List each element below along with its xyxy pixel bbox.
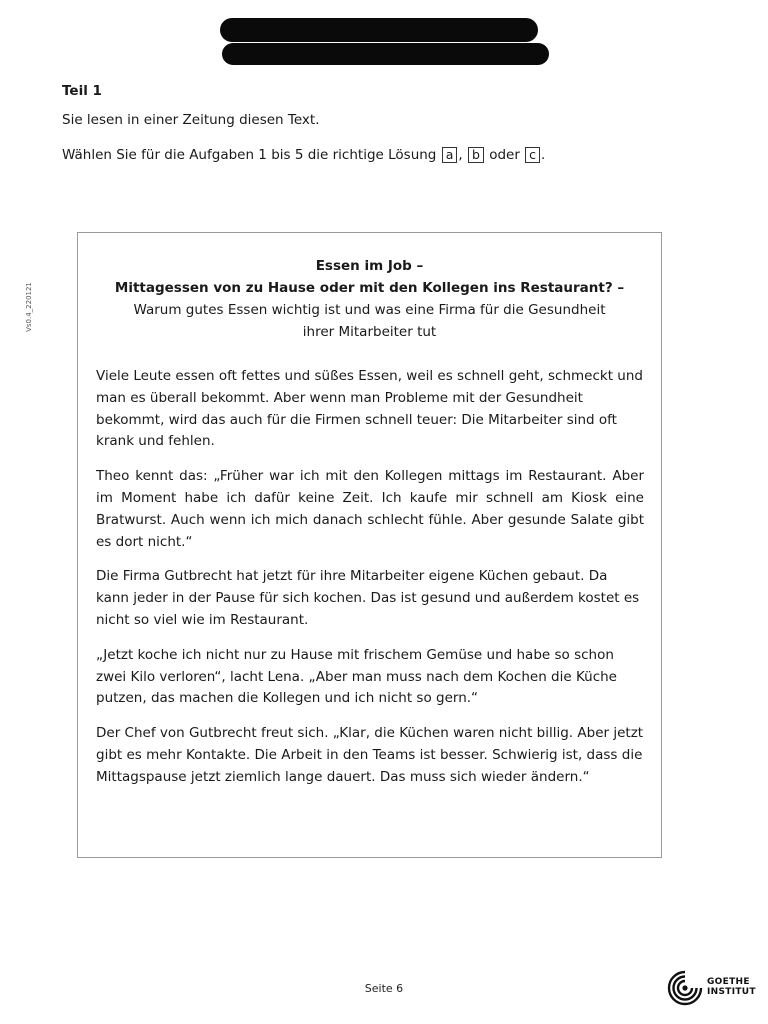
separator-or: oder bbox=[489, 147, 520, 163]
article-paragraph-2: Theo kennt das: „Früher war ich mit den Kollegen mittags im Restaurant. Aber im Moment habe ich dafür keine Zeit. Ich kaufe mir schnell am Kiosk eine Bratwurst. Auch wenn ich mich danach schlecht fühle. Aber gesunde Salate gibt es dort nicht.“ bbox=[96, 468, 644, 550]
instruction-read: Sie lesen in einer Zeitung diesen Text. bbox=[62, 112, 320, 128]
logo-word-goethe: GOETHE bbox=[707, 977, 750, 987]
page-number: Seite 6 bbox=[364, 982, 404, 995]
article-title-line-1: Essen im Job – bbox=[315, 258, 424, 274]
option-a-box: a bbox=[442, 147, 458, 163]
article-body bbox=[96, 366, 644, 802]
option-b-box: b bbox=[468, 147, 484, 163]
instruction-choose-text: Wählen Sie für die Aufgaben 1 bis 5 die richtige Lösung bbox=[62, 147, 437, 163]
separator-comma: , bbox=[458, 147, 463, 163]
goethe-institut-logo bbox=[665, 968, 755, 1008]
logo-wordmark bbox=[707, 977, 756, 997]
article-subtitle-line-2: ihrer Mitarbeiter tut bbox=[302, 324, 437, 340]
newspaper-article bbox=[77, 232, 662, 858]
option-c-box: c bbox=[525, 147, 540, 163]
logo-word-institut: INSTITUT bbox=[707, 987, 756, 997]
article-paragraph-4: „Jetzt koche ich nicht nur zu Hause mit frischem Gemüse und habe so schon zwei Kilo verloren“, lacht Lena. „Aber man muss nach dem Kochen die Küche putzen, das machen die Kollegen und ich nicht so gern.“ bbox=[96, 646, 617, 707]
version-code bbox=[14, 282, 44, 332]
section-title: Teil 1 bbox=[62, 83, 102, 99]
article-paragraph-3: Die Firma Gutbrecht hat jetzt für ihre Mitarbeiter eigene Küchen gebaut. Da kann jeder in der Pause für sich kochen. Das ist gesund und außerdem kostet es nicht so viel wie im Restaurant. bbox=[96, 568, 640, 628]
redaction-bar-title bbox=[220, 18, 538, 42]
version-code-text: Vs0.4_220121 bbox=[25, 282, 33, 332]
article-subtitle-line-1: Warum gutes Essen wichtig ist und was eine Firma für die Gesundheit bbox=[133, 302, 606, 318]
redaction-bar-subtitle bbox=[222, 43, 549, 65]
separator-dot: . bbox=[541, 147, 546, 163]
instruction-choose bbox=[62, 147, 545, 163]
article-paragraph-5: Der Chef von Gutbrecht freut sich. „Klar, die Küchen waren nicht billig. Aber jetzt gibt es mehr Kontakte. Die Arbeit in den Teams ist besser. Schwierig ist, dass die Mittagspause jetzt ziemlich lange dauert. Das muss sich wieder ändern.“ bbox=[96, 725, 644, 785]
goethe-institut-logo-icon bbox=[665, 968, 705, 1008]
article-title-line-2: Mittagessen von zu Hause oder mit den Kollegen ins Restaurant? – bbox=[114, 280, 625, 296]
article-paragraph-1: Viele Leute essen oft fettes und süßes Essen, weil es schnell geht, schmeckt und man es überall bekommt. Aber wenn man Probleme mit der Gesundheit bekommt, wird das auch für die Firmen schnell teuer: Die Mitarbeiter sind oft krank und fehlen. bbox=[96, 368, 643, 450]
article-heading bbox=[78, 255, 661, 343]
